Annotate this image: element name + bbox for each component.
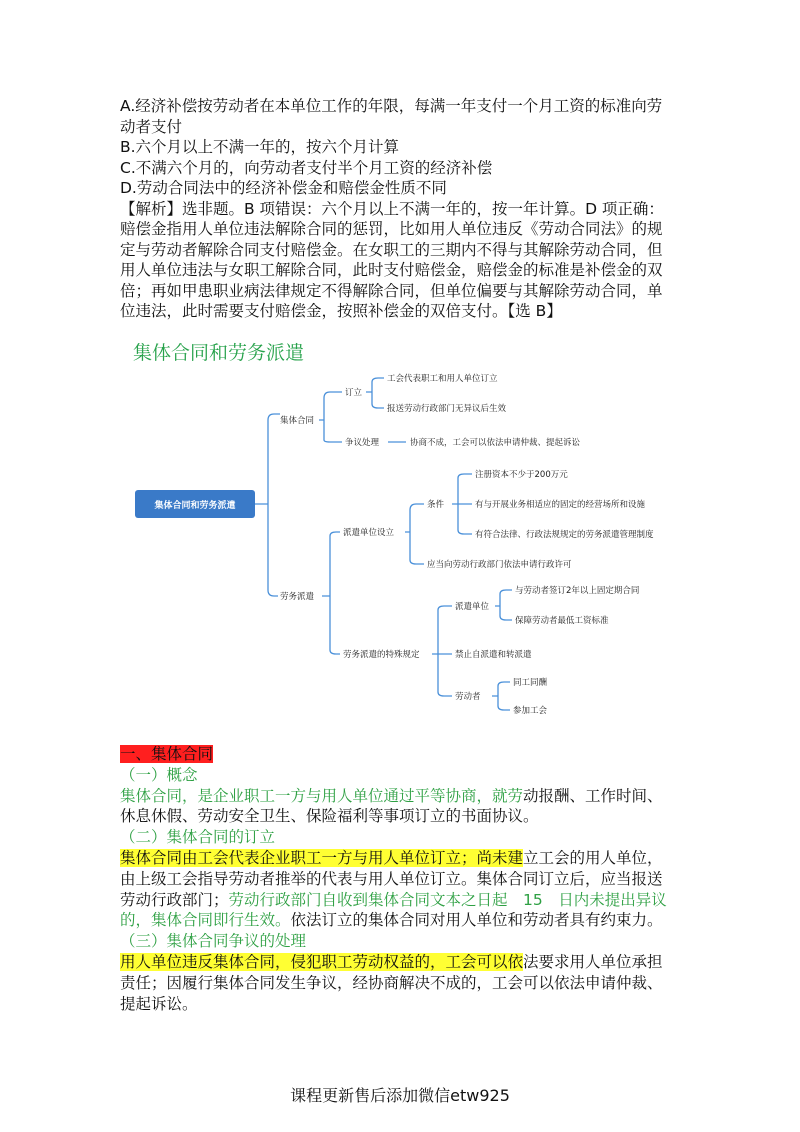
option-d: D.劳动合同法中的经济补偿金和赔偿金性质不同 [120, 179, 447, 197]
para-concept-2: 休息休假、劳动安全卫生、保险福利等事项订立的书面协议。 [120, 807, 539, 826]
analysis-line: 赔偿金指用人单位违法解除合同的惩罚，比如用人单位违反《劳动合同法》的规 [120, 220, 663, 238]
node-cond-2: 有与开展业务相适应的固定的经营场所和设施 [475, 500, 646, 510]
analysis-line: 定与劳动者解除合同支付赔偿金。在女职工的三期内不得与其解除劳动合同，但 [120, 240, 663, 259]
node-w-2: 参加工会 [513, 706, 548, 716]
analysis-line: 位违法，此时需要支付赔偿金，按照补偿金的双倍支付。【选 B】 [120, 302, 562, 320]
option-a-line2: 动者支付 [120, 117, 183, 136]
analysis-line: 倍；再如甲患职业病法律规定不得解除合同，但单位偏要与其解除劳动合同，单 [120, 281, 663, 300]
node-dispatch: 劳务派遣 [280, 592, 315, 602]
analysis-line: 用人单位违法与女职工解除合同，此时支付赔偿金，赔偿金的标准是补偿金的双 [120, 261, 663, 279]
question-block [120, 96, 685, 322]
para-conclude: 集体合同由工会代表企业职工一方与用人单位订立；尚未建立工会的用人单位， [120, 848, 663, 867]
section-heading: 一、集体合同 [120, 745, 214, 763]
node-dispute-1: 协商不成，工会可以依法申请仲裁、提起诉讼 [410, 438, 581, 448]
node-dispute: 争议处理 [345, 438, 380, 448]
section-block [120, 744, 685, 1014]
subheading-dispute: （三）集体合同争议的处理 [120, 932, 307, 951]
node-conditions: 条件 [427, 500, 445, 510]
node-special: 劳务派遣的特殊规定 [343, 650, 420, 660]
node-collective: 集体合同 [280, 416, 315, 426]
node-cond-1: 注册资本不少于200万元 [475, 470, 568, 480]
node-conclude-1: 工会代表职工和用人单位订立 [387, 374, 498, 384]
para-concept: 集体合同，是企业职工一方与用人单位通过平等协商，就劳动报酬、工作时间、 [120, 786, 663, 805]
mindmap-diagram [120, 370, 700, 730]
node-w-1: 同工同酬 [513, 678, 548, 688]
node-apply: 应当向劳动行政部门依法申请行政许可 [427, 560, 572, 570]
node-no-self: 禁止自派遣和转派遣 [455, 650, 532, 660]
node-du-1: 与劳动者签订2年以上固定期合同 [515, 586, 640, 596]
para-dispute-3: 提起诉讼。 [120, 994, 198, 1013]
para-conclude-2: 由上级工会指导劳动者推举的代表与用人单位订立。集体合同订立后，应当报送 [120, 869, 663, 888]
subheading-concept: （一）概念 [120, 765, 198, 784]
analysis-line: 【解析】选非题。B 项错误：六个月以上不满一年的，按一年计算。D 项正确： [120, 199, 664, 218]
para-conclude-3: 劳动行政部门；劳动行政部门自收到集体合同文本之日起 15 日内未提出异议 [120, 890, 667, 909]
node-du-2: 保障劳动者最低工资标准 [515, 616, 609, 626]
mindmap-root: 集体合同和劳务派遣 [154, 501, 236, 511]
option-a-line1: A.经济补偿按劳动者在本单位工作的年限，每满一年支付一个月工资的标准向劳 [120, 97, 663, 115]
para-dispute-2: 责任；因履行集体合同发生争议，经协商解决不成的，工会可以依法申请仲裁、 [120, 973, 663, 992]
node-conclude-2: 报送劳动行政部门无异议后生效 [387, 404, 507, 414]
node-worker: 劳动者 [455, 692, 481, 702]
para-conclude-4: 的，集体合同即行生效。依法订立的集体合同对用人单位和劳动者具有约束力。 [120, 911, 663, 930]
node-unit-setup: 派遣单位设立 [343, 528, 395, 538]
node-conclude: 订立 [345, 388, 363, 398]
node-dispatch-unit: 派遣单位 [455, 602, 490, 612]
option-c: C.不满六个月的，向劳动者支付半个月工资的经济补偿 [120, 158, 493, 177]
subheading-conclude: （二）集体合同的订立 [120, 828, 276, 847]
footer-note: 课程更新售后添加微信etw925 [290, 1086, 510, 1105]
option-b: B.六个月以上不满一年的，按六个月计算 [120, 138, 400, 156]
node-cond-3: 有符合法律、行政法规规定的劳务派遣管理制度 [475, 530, 654, 540]
mindmap-title: 集体合同和劳务派遣 [133, 342, 305, 364]
para-dispute: 用人单位违反集体合同，侵犯职工劳动权益的，工会可以依法要求用人单位承担 [120, 952, 663, 971]
